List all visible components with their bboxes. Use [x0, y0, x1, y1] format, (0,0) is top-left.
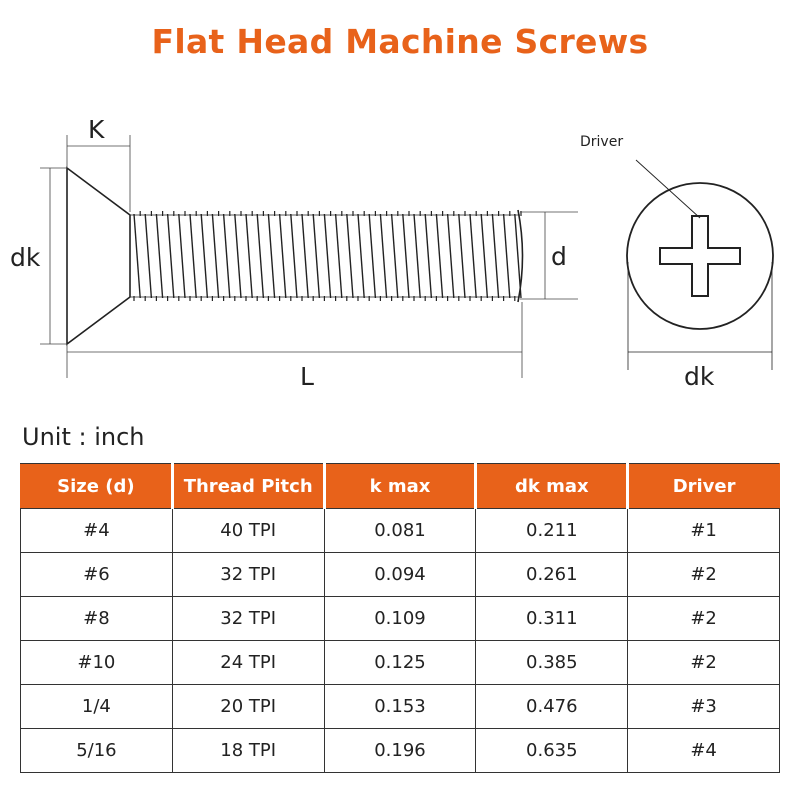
thread-ridge — [481, 214, 487, 298]
thread-ridge — [168, 214, 174, 298]
thread-ridge — [302, 214, 308, 298]
cell-thread-pitch: 32 TPI — [172, 597, 324, 641]
spec-table — [20, 463, 780, 773]
cell-dk-max: 0.261 — [476, 553, 628, 597]
cell-k-max: 0.196 — [324, 729, 476, 773]
thread-ridge — [134, 214, 140, 298]
cell-size: #8 — [21, 597, 173, 641]
thread-ridge — [156, 214, 162, 298]
screw-top-view — [627, 160, 773, 370]
cell-driver: #4 — [628, 729, 780, 773]
thread-ridge — [392, 214, 398, 298]
thread-ridge — [369, 214, 375, 298]
cell-dk-max: 0.311 — [476, 597, 628, 641]
cell-driver: #2 — [628, 597, 780, 641]
cell-thread-pitch: 18 TPI — [172, 729, 324, 773]
header-k-max: k max — [324, 464, 476, 509]
table-row — [21, 509, 780, 553]
label-driver: Driver — [580, 134, 624, 150]
thread-ridge — [145, 214, 151, 298]
thread-ridge — [459, 214, 465, 298]
unit-label: Unit : inch — [22, 423, 145, 451]
cell-k-max: 0.109 — [324, 597, 476, 641]
thread-ridge — [403, 214, 409, 298]
cell-thread-pitch: 20 TPI — [172, 685, 324, 729]
thread-ridge — [470, 214, 476, 298]
table-row — [21, 685, 780, 729]
thread-ridge — [358, 214, 364, 298]
label-k: K — [88, 115, 105, 144]
cell-size: #10 — [21, 641, 173, 685]
cell-driver: #2 — [628, 641, 780, 685]
label-dk-side: dk — [10, 243, 41, 272]
label-dk-top: dk — [684, 362, 715, 391]
table-row — [21, 641, 780, 685]
thread-ridge — [436, 214, 442, 298]
cell-driver: #3 — [628, 685, 780, 729]
cell-dk-max: 0.385 — [476, 641, 628, 685]
cell-k-max: 0.094 — [324, 553, 476, 597]
thread-ridge — [425, 214, 431, 298]
cell-size: 1/4 — [21, 685, 173, 729]
cell-dk-max: 0.211 — [476, 509, 628, 553]
thread-ridge — [280, 214, 286, 298]
cell-size: #4 — [21, 509, 173, 553]
thread-ridge — [380, 214, 386, 298]
label-l: L — [300, 362, 314, 391]
cell-k-max: 0.125 — [324, 641, 476, 685]
cell-k-max: 0.081 — [324, 509, 476, 553]
header-dk-max: dk max — [476, 464, 628, 509]
header-size: Size (d) — [21, 464, 173, 509]
label-d: d — [551, 242, 567, 271]
screw-side-view — [67, 168, 523, 344]
thread-ridge — [212, 214, 218, 298]
table-row — [21, 597, 780, 641]
thread-ridge — [179, 214, 185, 298]
thread-ridge — [492, 214, 498, 298]
thread-ridge — [504, 214, 510, 298]
cell-size: 5/16 — [21, 729, 173, 773]
thread-ridge — [336, 214, 342, 298]
thread-ridge — [347, 214, 353, 298]
cell-thread-pitch: 40 TPI — [172, 509, 324, 553]
cell-thread-pitch: 24 TPI — [172, 641, 324, 685]
cell-dk-max: 0.476 — [476, 685, 628, 729]
thread-ridge — [268, 214, 274, 298]
thread-ridge — [190, 214, 196, 298]
thread-ridge — [414, 214, 420, 298]
thread-ridge — [235, 214, 241, 298]
cell-size: #6 — [21, 553, 173, 597]
cell-dk-max: 0.635 — [476, 729, 628, 773]
thread-ridge — [246, 214, 252, 298]
cell-driver: #2 — [628, 553, 780, 597]
header-thread-pitch: Thread Pitch — [172, 464, 324, 509]
table-row — [21, 729, 780, 773]
thread-ridge — [313, 214, 319, 298]
dimension-lines — [40, 135, 578, 378]
header-driver: Driver — [628, 464, 780, 509]
cell-k-max: 0.153 — [324, 685, 476, 729]
table-header-row — [21, 464, 780, 509]
table-row — [21, 553, 780, 597]
cell-thread-pitch: 32 TPI — [172, 553, 324, 597]
thread-ridge — [291, 214, 297, 298]
thread-ridge — [257, 214, 263, 298]
thread-ridge — [324, 214, 330, 298]
thread-ridge — [448, 214, 454, 298]
cell-driver: #1 — [628, 509, 780, 553]
thread-ridge — [224, 214, 230, 298]
thread-ridge — [201, 214, 207, 298]
page-title: Flat Head Machine Screws — [151, 22, 649, 61]
